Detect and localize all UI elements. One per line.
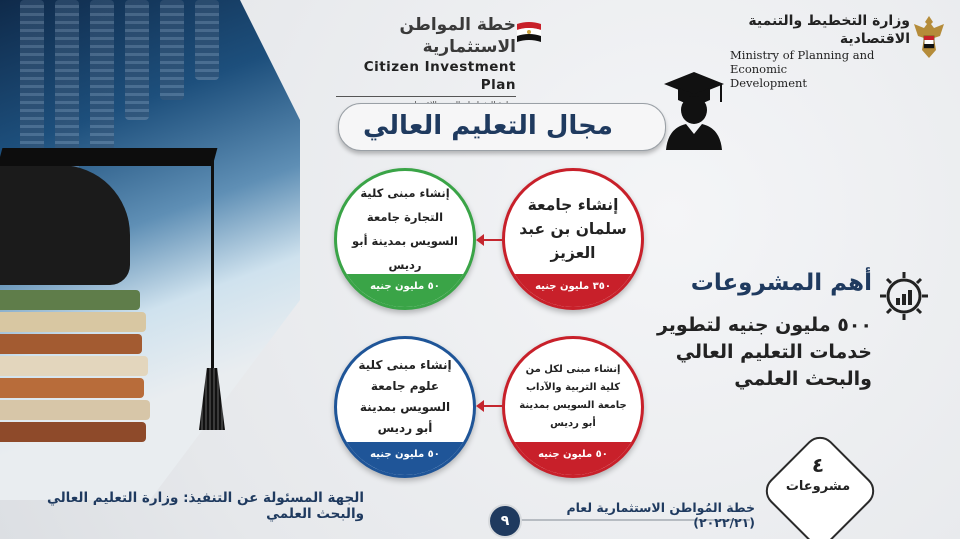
ministry-name-ar: وزارة التخطيط والتنمية الاقتصادية (748, 13, 910, 47)
plan-logo (336, 14, 516, 110)
responsible-authority: الجهة المسئولة عن التنفيذ: وزارة التعليم العالي والبحث العلمي (46, 490, 364, 522)
project-card-2 (334, 168, 476, 310)
project-cost: ٥٠ مليون جنيه (337, 442, 473, 475)
project-cost: ٥٠ مليون جنيه (337, 274, 473, 307)
project-cost: ٥٠ مليون جنيه (505, 442, 641, 475)
projects-count (777, 452, 859, 496)
book (0, 422, 146, 442)
coin-stack (90, 0, 114, 150)
book (0, 290, 140, 310)
coin-stack (55, 0, 79, 170)
project-text: إنشاء مبنى كلية التجارة جامعة السويس بمدينة أبو رديس (352, 185, 458, 272)
project-text: إنشاء مبنى كلية علوم جامعة السويس بمدينة أبو رديس (358, 357, 452, 435)
egypt-eagle-icon (912, 14, 946, 60)
page-number: ٩ (488, 504, 522, 538)
book (0, 400, 150, 420)
cap-board (0, 148, 217, 166)
plan-title-ar: خطة المواطن الاستثمارية (399, 15, 516, 57)
ministry-header (700, 12, 910, 90)
plan-title-en: Citizen Investment Plan (363, 59, 516, 93)
description-line: ٥٠٠ مليون جنيه لتطوير (656, 314, 872, 336)
project-cost: ٣٥٠ مليون جنيه (505, 274, 641, 307)
key-projects-title: أهم المشروعات (690, 270, 872, 296)
project-text: إنشاء مبنى لكل من كلية التربية والآداب جامعة السويس بمدينة أبو رديس (519, 363, 627, 429)
project-text: إنشاء جامعة سلمان بن عبد العزيز (519, 195, 627, 262)
ministry-name-en-2: Development (730, 76, 808, 90)
divider (336, 96, 516, 97)
key-projects-description (600, 312, 872, 393)
coin-stack (160, 0, 184, 100)
book (0, 312, 146, 332)
description-line: والبحث العلمي (734, 368, 872, 390)
projects-count-number: ٤ (811, 453, 825, 477)
page-title: مجال التعليم العالي (362, 111, 614, 141)
arrow-left-icon (482, 405, 504, 407)
book (0, 334, 142, 354)
plan-year: خطة المُواطن الاستثمارية لعام (٢٠٢٢/٢١) (566, 500, 755, 530)
tassel-cord (211, 160, 214, 375)
project-card-4 (334, 336, 476, 478)
coin-stack (195, 0, 219, 80)
description-line: خدمات التعليم العالي (675, 341, 872, 363)
hero-photo (0, 0, 300, 500)
gear-chart-icon (876, 268, 932, 324)
arrow-left-icon (482, 239, 504, 241)
book (0, 356, 148, 376)
coin-stack (125, 0, 149, 120)
ministry-name-en: Ministry of Planning and Economic (730, 48, 875, 76)
project-card-1 (502, 168, 644, 310)
graduate-icon (662, 70, 726, 152)
egypt-flag-icon (515, 20, 543, 48)
book (0, 378, 144, 398)
projects-count-label: مشروعات (785, 479, 851, 494)
